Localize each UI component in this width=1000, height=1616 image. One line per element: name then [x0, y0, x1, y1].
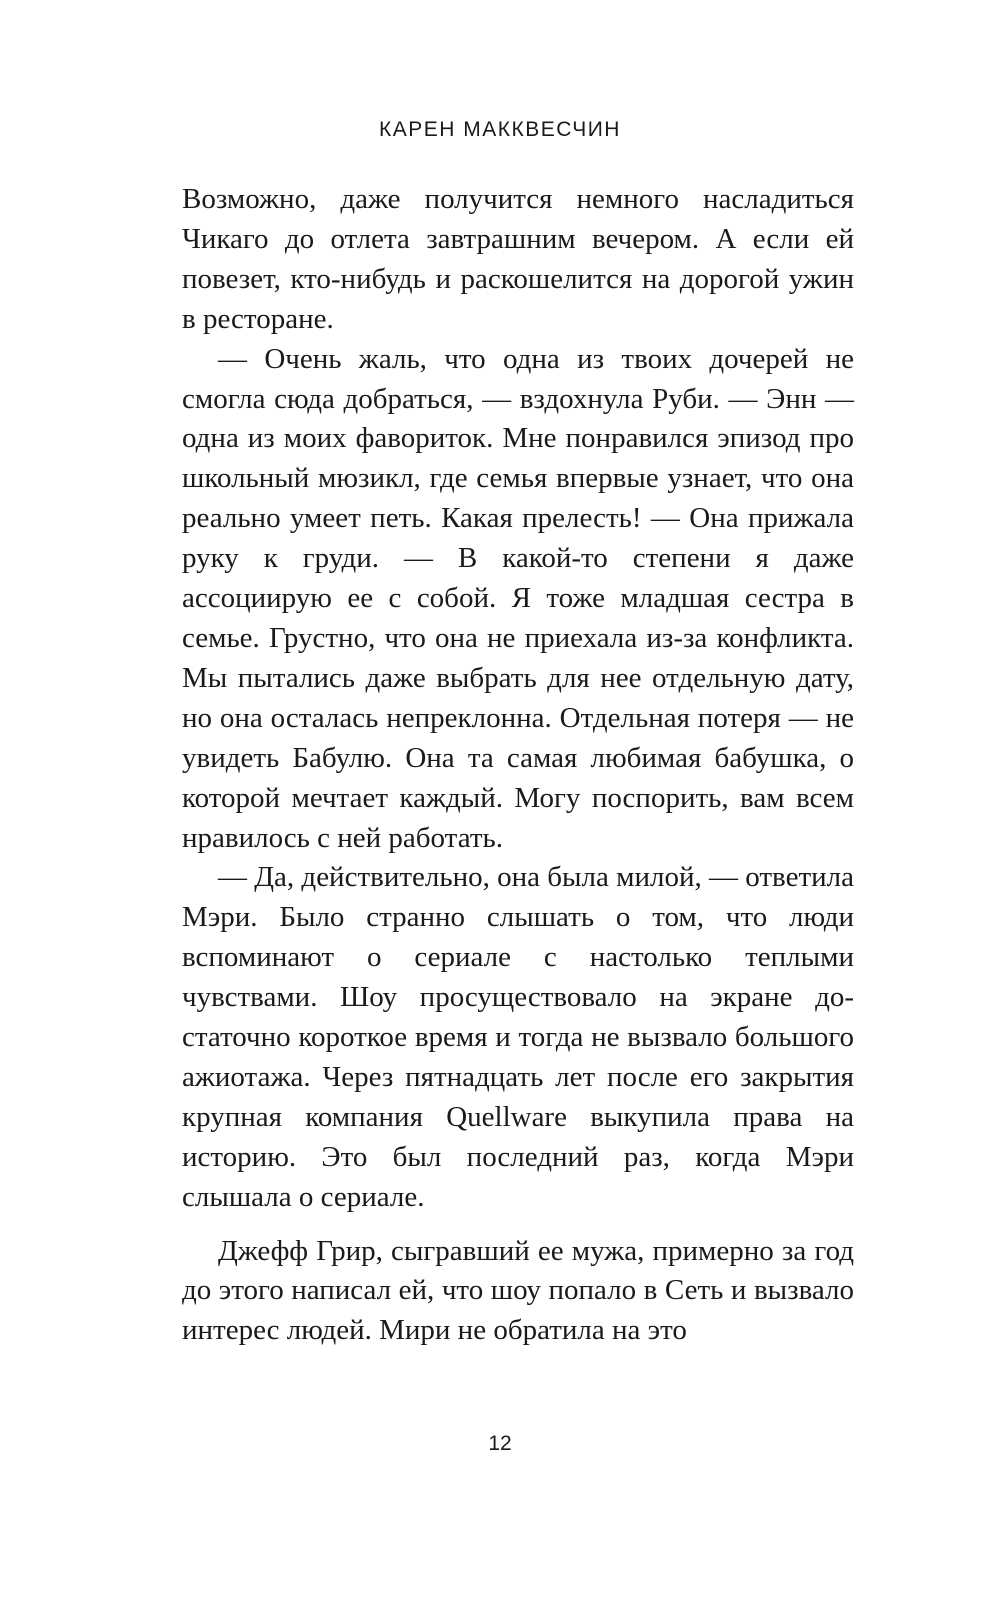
running-header-author: КАРЕН МАККВЕСЧИН [379, 118, 621, 141]
body-text [182, 180, 854, 1351]
paragraph-3: — Да, действительно, она была милой, — ответила Мэри. Было странно слышать о том, что люди вспоминают о сериале с настолько теплыми чувствами. Шоу просуществовало на экране достаточно короткое время и тогда не вызвало большого ажиотажа. Через пятнадцать лет после его закрытия крупная компания Quellware выкупила права на историю. Это был последний раз, когда Мэри слышала о сериале. [182, 861, 854, 1213]
paragraph-2: — Очень жаль, что одна из твоих дочерей не смогла сюда добраться, — вздохнула Руби. — Энн — одна из моих фавориток. Мне понравился эпизод про школьный мюзикл, где семья впервые узнает, что она реально умеет петь. Какая прелесть! — Она прижала руку к груди. — В какой-то степени я даже ассоциирую ее с собой. Я тоже младшая сестра в семье. Грустно, что она не приехала из-за конфликта. Мы пытались даже выбрать для нее отдельную дату, но она осталась непреклонна. Отдельная потеря — не увидеть Бабулю. Она та самая любимая бабушка, о которой мечтает каждый. Могу поспорить, вам всем нравилось с ней работать. [182, 342, 854, 854]
paragraph-4: Джефф Грир, сыгравший ее мужа, примерно за год до этого написал ей, что шоу попало в Сеть и вызвало интерес людей. Мири не обратила на это [182, 1234, 854, 1347]
page-number: 12 [488, 1432, 512, 1455]
paragraph-1: Возможно, даже получится немного насладиться Чикаго до отлета завтрашним вечером. А если ей повезет, кто-нибудь и раскошелится на дорогой ужин в ресторане. [182, 183, 854, 335]
